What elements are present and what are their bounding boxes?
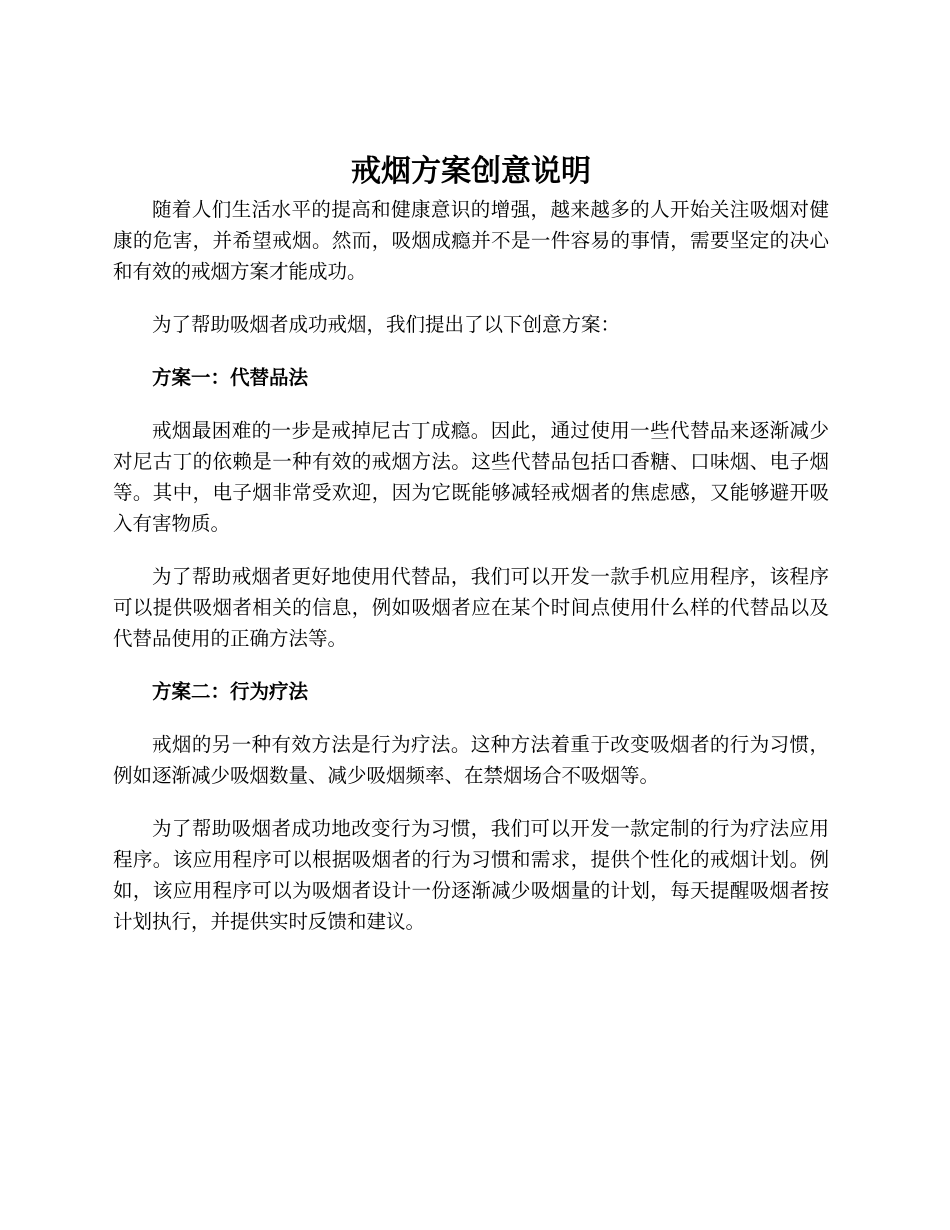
document-title: 戒烟方案创意说明 xyxy=(351,154,591,189)
body-paragraph: 为了帮助吸烟者成功地改变行为习惯，我们可以开发一款定制的行为疗法应用程序。该应用程序可以根据吸烟者的行为习惯和需求，提供个性化的戒烟计划。例如，该应用程序可以为吸烟者设计一份逐渐减少吸烟量的计划，每天提醒吸烟者按计划执行，并提供实时反馈和建议。 xyxy=(113,817,829,933)
body-paragraph: 戒烟的另一种有效方法是行为疗法。这种方法着重于改变吸烟者的行为习惯，例如逐渐减少吸烟数量、减少吸烟频率、在禁烟场合不吸烟等。 xyxy=(113,733,829,787)
document-body xyxy=(113,150,829,937)
intro-paragraph: 为了帮助吸烟者成功戒烟，我们提出了以下创意方案： xyxy=(152,313,621,336)
section-heading: 方案一：代替品法 xyxy=(152,366,309,389)
body-paragraph: 戒烟最困难的一步是戒掉尼古丁成瘾。因此，通过使用一些代替品来逐渐减少对尼古丁的依赖是一种有效的戒烟方法。这些代替品包括口香糖、口味烟、电子烟等。其中，电子烟非常受欢迎，因为它既能够减轻戒烟者的焦虑感，又能够避开吸入有害物质。 xyxy=(113,419,829,535)
intro-paragraph: 随着人们生活水平的提高和健康意识的增强，越来越多的人开始关注吸烟对健康的危害，并希望戒烟。然而，吸烟成瘾并不是一件容易的事情，需要坚定的决心和有效的戒烟方案才能成功。 xyxy=(113,198,829,283)
section-heading: 方案二：行为疗法 xyxy=(152,680,309,703)
body-paragraph: 为了帮助戒烟者更好地使用代替品，我们可以开发一款手机应用程序，该程序可以提供吸烟者相关的信息，例如吸烟者应在某个时间点使用什么样的代替品以及代替品使用的正确方法等。 xyxy=(113,565,829,650)
